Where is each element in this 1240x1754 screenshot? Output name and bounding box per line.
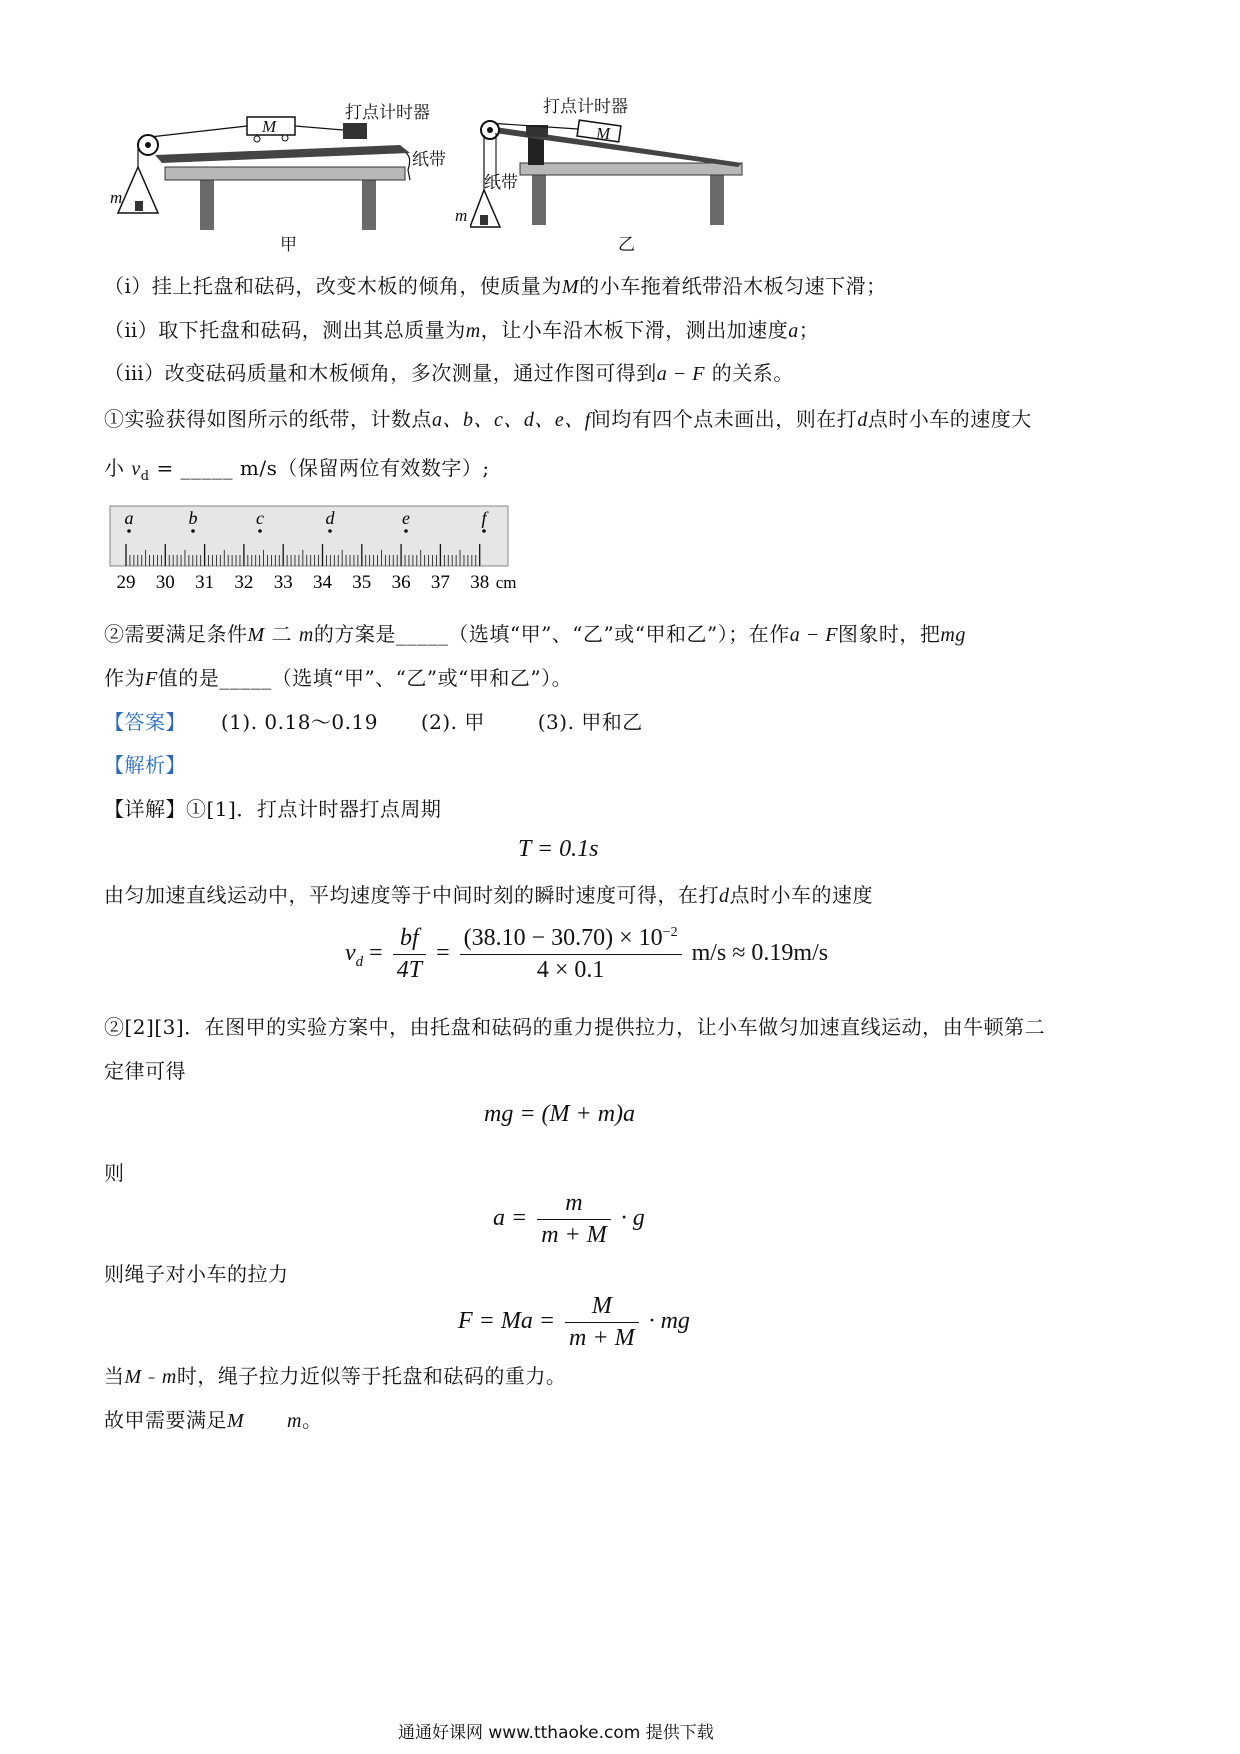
yi-timer-label: 打点计时器 [543, 97, 628, 117]
ruler-point-dot [328, 529, 332, 533]
ruler-tick-label: 34 [313, 572, 332, 593]
question-2-line-1: ②需要满足条件M ⼆ m的方案是_____（选填“甲”、“乙”或“甲和乙”）；在作a − F图象时，把mg [104, 622, 966, 646]
ruler-point-dot [191, 529, 195, 533]
answer-2: (2). 甲 [420, 710, 485, 734]
detail-line: 【详解】①[1]．打点计时器打点周期 [104, 797, 442, 821]
ruler-tick-label: 31 [195, 572, 215, 593]
yi-mass-m-label: m [455, 206, 468, 225]
ruler-tick-label: 38 [470, 572, 490, 593]
ruler-tick-label: 33 [273, 572, 293, 593]
ruler-point-dot [482, 529, 486, 533]
ruler-tick-label: 36 [391, 572, 411, 593]
analysis-tag: 【解析】 [104, 753, 186, 777]
ruler-tick-label: 32 [234, 572, 254, 593]
answer-tag: 【答案】 [104, 710, 186, 734]
jia-mass-M-label: M [262, 117, 277, 136]
analysis-2-line-2: 定律可得 [104, 1059, 186, 1083]
yi-caption: 乙 [618, 235, 635, 255]
step-1: （ⅰ）挂上托盘和砝码，改变木板的倾角，使质量为M的小车拖着纸带沿木板匀速下滑； [104, 274, 887, 298]
jia-timer-label: 打点计时器 [345, 103, 430, 123]
average-velocity-text: 由匀加速直线运动中，平均速度等于中间时刻的瞬时速度可得，在打d点时小车的速度 [104, 883, 873, 907]
question-1-line-2: 小 $v_d$ = _____ m/s（保留两位有效数字）; [104, 456, 490, 484]
detail-tag: 【详解】 [104, 797, 186, 821]
answer-line [104, 706, 643, 735]
ruler-point-label: d [325, 508, 335, 528]
step-3: （ⅲ）改变砝码质量和木板倾角，多次测量，通过作图可得到a − F 的关系。 [104, 361, 794, 385]
ruler-point-label: a [124, 508, 134, 528]
formula-newton: mg = (M + m)a [484, 1101, 636, 1127]
question-2-line-2: 作为F值的是_____（选填“甲”、“乙”或“甲和乙”）。 [104, 666, 573, 690]
figure-jia [110, 95, 490, 270]
question-1-line-1: ①实验获得如图所示的纸带，计数点a、b、c、d、e、f间均有四个点未画出，则在打d点时小车的速度大 [104, 407, 1032, 431]
ruler-tick-label: 35 [352, 572, 372, 593]
ruler-tape [104, 500, 544, 600]
ruler-tick-label: 30 [155, 572, 175, 593]
text-when: 当M ⎯ m时，绳子拉力近似等于托盘和砝码的重力。 [104, 1364, 567, 1388]
answer-3: (3). 甲和乙 [537, 710, 643, 734]
jia-caption: 甲 [280, 235, 297, 255]
step-2: （ⅱ）取下托盘和砝码，测出其总质量为m，让小车沿木板下滑，测出加速度a； [104, 318, 820, 342]
formula-tension: F = Ma = $\frac{M}{m + M}$ · mg [458, 1293, 690, 1351]
ruler-point-label: b [188, 508, 198, 528]
ruler-point-dot [127, 529, 131, 533]
footer-source: 通通好课网 www.tthaoke.com 提供下载 [398, 1723, 714, 1743]
formula-velocity: $v_d$ = $\frac{bf}{4T}$ = $\frac{(38.10 - 30.70) \times 10^{-2}}{4 \times 0.1}$ m/s ≈ 0.19m/s [345, 925, 829, 983]
ruler-point-dot [404, 529, 408, 533]
formula-acceleration: a = $\frac{m}{m + M}$ · g [493, 1190, 645, 1248]
text-conclusion: 故甲需要满足M m。 [104, 1408, 323, 1432]
ruler-point-label: c [256, 508, 264, 528]
text-ze: 则 [104, 1161, 125, 1185]
ruler-point-label: e [402, 508, 410, 528]
yi-mass-M-label: M [596, 124, 611, 143]
ruler-unit: cm [495, 573, 517, 592]
analysis-2-line-1: ②[2][3]．在图甲的实验方案中，由托盘和砝码的重力提供拉力，让小车做匀加速直线运动，由牛顿第二 [104, 1015, 1046, 1039]
answer-1: (1). 0.18～0.19 [220, 710, 378, 734]
ruler-point-label: f [481, 508, 487, 528]
text-rope-force: 则绳子对小车的拉力 [104, 1262, 289, 1286]
ruler-tick-label: 37 [430, 572, 450, 593]
formula-period: T = 0.1s [518, 836, 599, 862]
ruler-point-dot [258, 529, 262, 533]
ruler-tick-label: 29 [116, 572, 136, 593]
yi-tape-label: 纸带 [484, 173, 518, 193]
jia-tape-label: 纸带 [412, 150, 446, 170]
jia-mass-m-label: m [110, 188, 123, 207]
